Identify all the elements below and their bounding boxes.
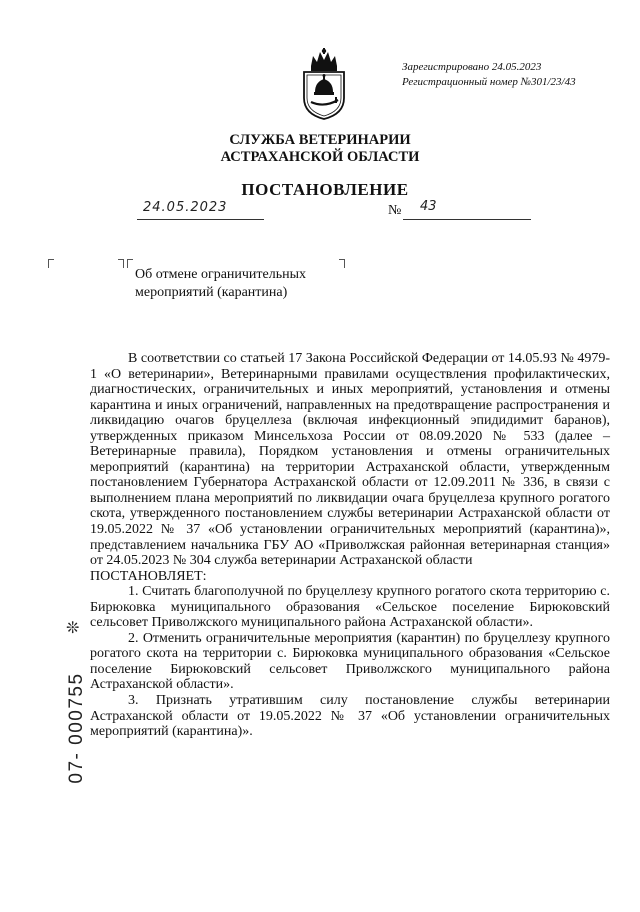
- org-line-2: АСТРАХАНСКОЙ ОБЛАСТИ: [220, 149, 420, 165]
- registration-number: Регистрационный номер №301/23/43: [402, 76, 576, 88]
- document-date: 24.05.2023: [143, 200, 228, 215]
- organization-name: [150, 132, 490, 166]
- document-number: 43: [420, 199, 437, 214]
- document-body: [90, 351, 610, 740]
- registration-date: Зарегистрировано 24.05.2023: [402, 61, 542, 73]
- item-3-paragraph: 3. Признать утратившим силу постановление службы ветеринарии Астраханской области от 19.05.2022 № 37 «Об установлении ограничительных мероприятий (карантина)».: [90, 693, 610, 740]
- corner-mark: [118, 259, 124, 268]
- subject-line-1: Об отмене ограничительных: [135, 267, 307, 282]
- org-line-1: СЛУЖБА ВЕТЕРИНАРИИ: [229, 132, 411, 148]
- corner-mark: [48, 259, 54, 268]
- corner-mark: [339, 259, 345, 268]
- item-1-paragraph: 1. Считать благополучной по бруцеллезу крупного рогатого скота территорию с. Бирюковка муниципального образования «Сельское поселение Бирюковский сельсовет Приволжского муниципального района Астраханской области».: [90, 584, 610, 631]
- margin-stamp-icon: ❊: [66, 620, 80, 637]
- coat-of-arms-icon: [302, 48, 346, 120]
- number-label: №: [388, 203, 402, 218]
- subject-line-2: мероприятий (карантина): [135, 285, 288, 300]
- preamble-paragraph: В соответствии со статьей 17 Закона Российской Федерации от 14.05.93 № 4979-1 «О ветеринарии», Ветеринарными правилами осуществления профилактических, диагностических, ограничительных и иных мероприятий, установления и отмены карантина и иных ограничений, направленных на предотвращение распространения и ликвидацию очагов бруцеллеза (включая инфекционный эпидидимит баранов), утвержденных приказом Минсельхоза России от 08.09.2020 № 533 (далее – Ветеринарные правила), Порядком установления и отмены ограничительных мероприятий (карантина) на территории Астраханской области, утвержденным постановлением Губернатора Астраханской области от 12.09.2011 № 336, в связи с выполнением плана мероприятий по ликвидации очага бруцеллеза крупного рогатого скота, утвержденного постановлением службы ветеринарии Астраханской области от 19.05.2022 № 37 «Об установлении ограничительных мероприятий (карантина)», представлением начальника ГБУ АО «Приволжская районная ветеринарная станция» от 24.05.2023 № 304 служба ветеринарии Астраханской области: [90, 351, 610, 569]
- corner-mark: [127, 259, 133, 268]
- registration-stamp: [402, 60, 576, 90]
- document-subject: [135, 266, 306, 302]
- serial-number-text: 07- 000755: [66, 672, 87, 784]
- document-type-title: ПОСТАНОВЛЕНИЕ: [241, 180, 409, 199]
- margin-serial-number: [62, 672, 92, 784]
- item-2-paragraph: 2. Отменить ограничительные мероприятия (карантин) по бруцеллезу крупного рогатого скота на территории с. Бирюковка муниципального образования «Сельское поселение Бирюковский сельсовет Приволжского муниципального района Астраханской области».: [90, 630, 610, 693]
- resolves-heading: ПОСТАНОВЛЯЕТ:: [90, 568, 207, 584]
